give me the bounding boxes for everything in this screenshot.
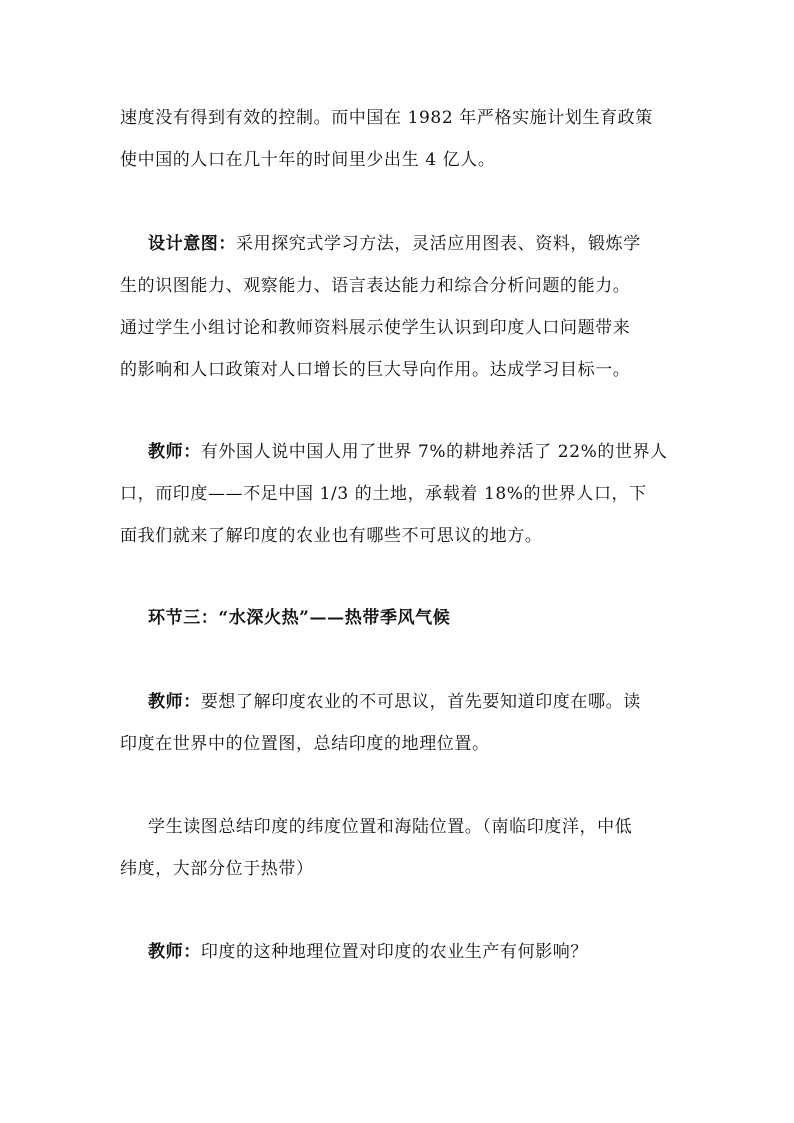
p3-line1-text: 有外国人说中国人用了世界 7%的耕地养活了 22%的世界人 [200,442,668,462]
p6-line1: 学生读图总结印度的纬度位置和海陆位置。（南临印度洋，中低 [148,817,633,837]
p3-line1 [148,440,668,464]
p2-line4: 的影响和人口政策对人口增长的巨大导向作用。达成学习目标一。 [120,360,631,380]
p7-line1-text: 印度的这种地理位置对印度的农业生产有何影响？ [200,942,589,962]
design-intent-label: 设计意图： [148,234,236,254]
p1-line1: 速度没有得到有效的控制。而中国在 1982 年严格实施计划生育政策 [120,108,653,128]
p2-line3: 通过学生小组讨论和教师资料展示使学生认识到印度人口问题带来 [120,318,631,338]
section-heading: 环节三：“水深火热”——热带季风气候 [148,608,451,628]
p5-line2: 印度在世界中的位置图，总结印度的地理位置。 [120,734,490,754]
p7-line1 [148,940,588,964]
p3-line3: 面我们就来了解印度的农业也有哪些不可思议的地方。 [120,526,543,546]
teacher-label: 教师： [148,692,201,712]
p2-line2: 生的识图能力、观察能力、语言表达能力和综合分析问题的能力。 [120,276,631,296]
p1-line2: 使中国的人口在几十年的时间里少出生 4 亿人。 [120,150,496,170]
p5-line1 [148,690,641,714]
teacher-label: 教师： [148,442,201,462]
p3-line2: 口，而印度——不足中国 1/3 的土地，承载着 18%的世界人口，下 [120,484,647,504]
p6-line2: 纬度，大部分位于热带） [120,859,314,879]
p5-line1-text: 要想了解印度农业的不可思议，首先要知道印度在哪。读 [200,692,641,712]
teacher-label: 教师： [148,942,201,962]
p2-line1-text: 采用探究式学习方法，灵活应用图表、资料，锻炼学 [236,234,641,254]
p2-line1 [148,232,641,256]
